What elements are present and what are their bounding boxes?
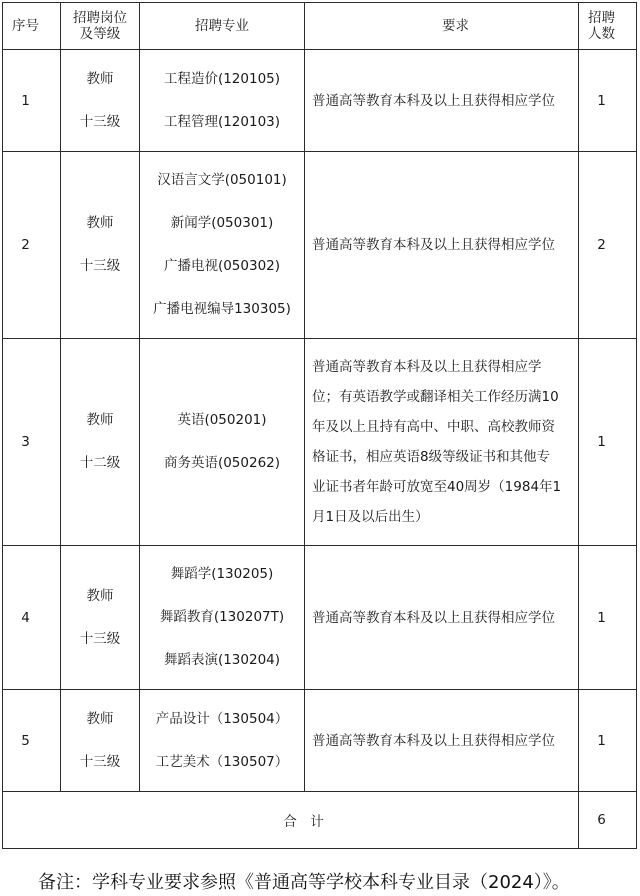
position-line: 教师 <box>86 70 114 87</box>
row-major-cell <box>140 546 305 690</box>
row-position-cell <box>61 50 140 152</box>
major-item: 舞蹈教育(130207T) <box>159 609 285 625</box>
requirement-line: 普通高等教育本科及以上且获得相应学位 <box>312 92 555 109</box>
major-item: 广播电视编导130305) <box>153 301 291 317</box>
row-count: 1 <box>579 50 637 152</box>
major-item: 工程造价(120105) <box>163 70 281 87</box>
row-index: 3 <box>3 339 61 546</box>
table-row <box>3 339 637 546</box>
row-count: 1 <box>579 546 637 690</box>
row-major-cell <box>140 50 305 152</box>
position-line: 十三级 <box>79 630 121 647</box>
header-index-cell <box>3 3 61 50</box>
header-index: 序号 <box>12 18 39 34</box>
table-row <box>3 152 637 339</box>
major-item: 产品设计（130504） <box>155 710 289 727</box>
row-requirement-cell <box>305 339 579 546</box>
position-line: 教师 <box>86 412 114 428</box>
position-line: 教师 <box>86 710 114 727</box>
header-requirement: 要求 <box>442 18 469 34</box>
row-count: 1 <box>579 339 637 546</box>
major-item: 英语(050201) <box>177 412 267 428</box>
major-item: 汉语言文学(050101) <box>157 172 287 188</box>
requirement-line: 普通高等教育本科及以上且获得相应学位 <box>312 237 555 253</box>
major-item: 广播电视(050302) <box>163 258 281 274</box>
header-count-cell <box>579 3 637 50</box>
table-row <box>3 50 637 152</box>
header-count-line: 招聘 <box>588 10 615 26</box>
position-line: 十三级 <box>79 113 121 130</box>
header-major: 招聘专业 <box>195 18 249 34</box>
row-major-cell <box>140 690 305 792</box>
row-major-cell <box>140 339 305 546</box>
row-index: 4 <box>3 546 61 690</box>
requirement-line: 普通高等教育本科及以上且获得相应学位 <box>312 732 555 749</box>
row-requirement-cell <box>305 152 579 339</box>
major-item: 工艺美术（130507） <box>155 753 289 770</box>
position-line: 十二级 <box>79 455 121 471</box>
requirement-line: 年及以上且持有高中、中职、高校教师资 <box>312 419 555 435</box>
header-position-line: 及等级 <box>79 26 121 42</box>
header-requirement-cell <box>305 3 579 50</box>
row-index: 5 <box>3 690 61 792</box>
row-position-cell <box>61 546 140 690</box>
position-line: 教师 <box>86 215 114 231</box>
header-count-line: 人数 <box>588 26 615 42</box>
requirement-line: 业证书者年龄可放宽至40周岁（1984年1 <box>312 479 562 495</box>
major-item: 工程管理(120103) <box>163 113 281 130</box>
row-position-cell <box>61 690 140 792</box>
row-requirement-cell <box>305 690 579 792</box>
row-position-cell <box>61 152 140 339</box>
major-item: 舞蹈表演(130204) <box>163 652 281 668</box>
requirement-line: 位；有英语教学或翻译相关工作经历满10 <box>312 389 559 405</box>
table-row <box>3 690 637 792</box>
row-requirement-cell <box>305 50 579 152</box>
row-count: 1 <box>579 690 637 792</box>
recruitment-table <box>2 2 637 849</box>
requirement-line: 月1日及以后出生） <box>312 509 429 525</box>
total-row <box>3 792 637 849</box>
header-row <box>3 3 637 50</box>
row-index: 2 <box>3 152 61 339</box>
row-index: 1 <box>3 50 61 152</box>
header-major-cell <box>140 3 305 50</box>
position-line: 十三级 <box>79 753 121 770</box>
requirement-line: 格证书，相应英语8级等级证书和其他专 <box>312 449 551 465</box>
row-position-cell <box>61 339 140 546</box>
footnote: 备注：学科专业要求参照《普通高等学校本科专业目录（2024）》。 <box>38 872 570 893</box>
row-count: 2 <box>579 152 637 339</box>
row-requirement-cell <box>305 546 579 690</box>
requirement-line: 普通高等教育本科及以上且获得相应学位 <box>312 609 555 626</box>
position-line: 十三级 <box>79 258 121 274</box>
total-label: 合 计 <box>3 792 579 849</box>
table-row <box>3 546 637 690</box>
major-item: 新闻学(050301) <box>170 215 274 231</box>
major-item: 舞蹈学(130205) <box>170 566 274 582</box>
position-line: 教师 <box>86 587 114 604</box>
total-count: 6 <box>579 792 637 849</box>
row-major-cell <box>140 152 305 339</box>
header-position-line: 招聘岗位 <box>73 10 127 26</box>
header-position-cell <box>61 3 140 50</box>
requirement-line: 普通高等教育本科及以上且获得相应学 <box>312 359 542 375</box>
major-item: 商务英语(050262) <box>163 455 281 471</box>
